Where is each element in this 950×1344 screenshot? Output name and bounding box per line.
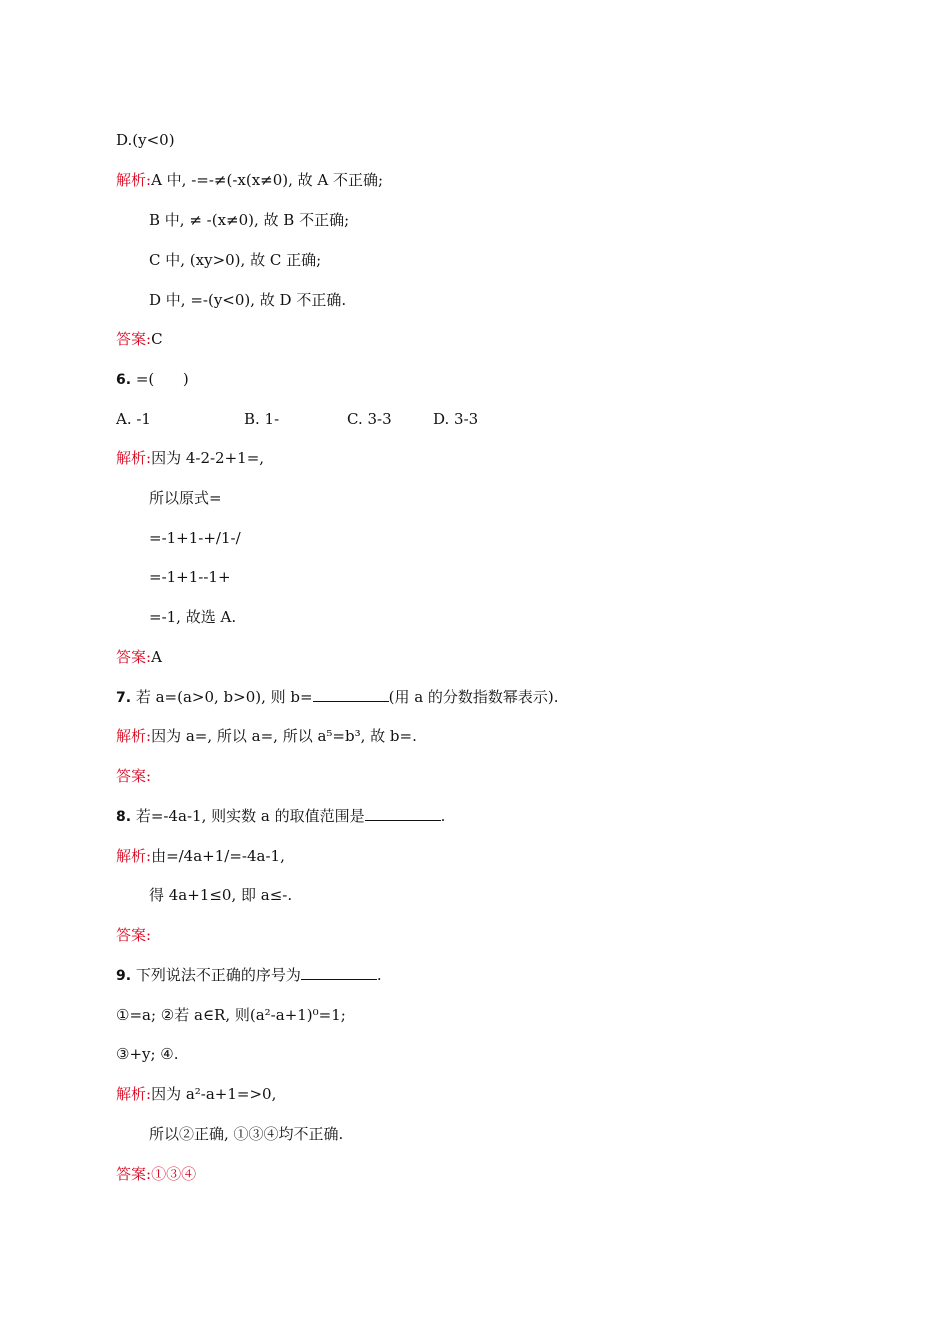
analysis-line bbox=[149, 1123, 343, 1145]
analysis-text: 因为 4-2-2+1=, bbox=[151, 449, 265, 467]
analysis-text: 得 4a+1≤0, 即 a≤-. bbox=[149, 886, 293, 904]
analysis-text: A 中, -=-≠(-x(x≠0), 故 A 不正确; bbox=[151, 171, 384, 189]
analysis-text: 由=/4a+1/=-4a-1, bbox=[151, 847, 285, 865]
answer-blank bbox=[301, 965, 377, 980]
analysis-line bbox=[149, 487, 222, 509]
analysis-line bbox=[116, 845, 285, 867]
option-d-line bbox=[116, 129, 175, 151]
analysis-line bbox=[149, 249, 321, 271]
analysis-line bbox=[149, 566, 231, 588]
analysis-line bbox=[149, 209, 349, 231]
question-number: 9. bbox=[116, 968, 132, 984]
question-9 bbox=[116, 964, 382, 986]
question-6-options bbox=[116, 408, 616, 430]
statement-line bbox=[116, 1043, 179, 1065]
question-text: 下列说法不正确的序号为 bbox=[131, 966, 301, 984]
option-d-text: D.(y<0) bbox=[116, 131, 175, 149]
analysis-text: =-1+1-+/1-/ bbox=[149, 529, 241, 547]
analysis-text: 所以②正确, ①③④均不正确. bbox=[149, 1125, 344, 1143]
question-text-tail: (用 a 的分数指数幂表示). bbox=[388, 688, 559, 706]
answer-text: C bbox=[151, 330, 163, 348]
answer-label: 答案: bbox=[116, 1165, 152, 1183]
answer-line bbox=[116, 924, 151, 946]
answer-text: ①③④ bbox=[151, 1165, 197, 1183]
statement-line bbox=[116, 1004, 346, 1026]
option-c: C. 3-3 bbox=[347, 410, 392, 428]
analysis-text: 因为 a=, 所以 a=, 所以 a⁵=b³, 故 b=. bbox=[151, 727, 417, 745]
analysis-line bbox=[149, 289, 346, 311]
answer-line bbox=[116, 765, 151, 787]
analysis-text: =-1, 故选 A. bbox=[149, 608, 237, 626]
answer-line bbox=[116, 328, 163, 350]
answer-label: 答案: bbox=[116, 767, 152, 785]
answer-line bbox=[116, 646, 162, 668]
answer-text: A bbox=[151, 648, 162, 666]
analysis-line bbox=[116, 1083, 276, 1105]
statement-text: ③+y; ④. bbox=[116, 1045, 179, 1063]
question-text-tail: . bbox=[376, 966, 382, 984]
analysis-label: 解析: bbox=[116, 727, 152, 745]
question-7 bbox=[116, 686, 559, 708]
analysis-text: B 中, ≠ -(x≠0), 故 B 不正确; bbox=[149, 211, 350, 229]
answer-line bbox=[116, 1163, 196, 1185]
analysis-label: 解析: bbox=[116, 449, 152, 467]
question-number: 6. bbox=[116, 372, 132, 388]
analysis-line bbox=[149, 527, 241, 549]
question-number: 8. bbox=[116, 809, 132, 825]
question-6 bbox=[116, 368, 189, 390]
analysis-label: 解析: bbox=[116, 1085, 152, 1103]
analysis-text: C 中, (xy>0), 故 C 正确; bbox=[149, 251, 322, 269]
answer-blank bbox=[313, 687, 389, 702]
question-text: 若 a=(a>0, b>0), 则 b= bbox=[131, 688, 313, 706]
question-8 bbox=[116, 805, 445, 827]
analysis-line bbox=[116, 725, 417, 747]
analysis-line bbox=[149, 884, 292, 906]
analysis-line bbox=[149, 606, 236, 628]
analysis-label: 解析: bbox=[116, 171, 152, 189]
analysis-line bbox=[116, 169, 383, 191]
question-text-tail: . bbox=[440, 807, 446, 825]
statement-text: ①=a; ②若 a∈R, 则(a²-a+1)⁰=1; bbox=[116, 1006, 346, 1024]
option-b: B. 1- bbox=[244, 410, 280, 428]
answer-label: 答案: bbox=[116, 330, 152, 348]
analysis-text: 因为 a²-a+1=>0, bbox=[151, 1085, 277, 1103]
analysis-text: D 中, =-(y<0), 故 D 不正确. bbox=[149, 291, 347, 309]
analysis-label: 解析: bbox=[116, 847, 152, 865]
answer-label: 答案: bbox=[116, 926, 152, 944]
analysis-text: =-1+1--1+ bbox=[149, 568, 231, 586]
analysis-text: 所以原式= bbox=[149, 489, 222, 507]
question-text: 若=-4a-1, 则实数 a 的取值范围是 bbox=[131, 807, 365, 825]
option-a: A. -1 bbox=[116, 410, 151, 428]
question-text: =( ) bbox=[131, 370, 189, 388]
answer-blank bbox=[365, 806, 441, 821]
option-d: D. 3-3 bbox=[433, 410, 479, 428]
analysis-line bbox=[116, 447, 264, 469]
question-number: 7. bbox=[116, 690, 132, 706]
answer-label: 答案: bbox=[116, 648, 152, 666]
